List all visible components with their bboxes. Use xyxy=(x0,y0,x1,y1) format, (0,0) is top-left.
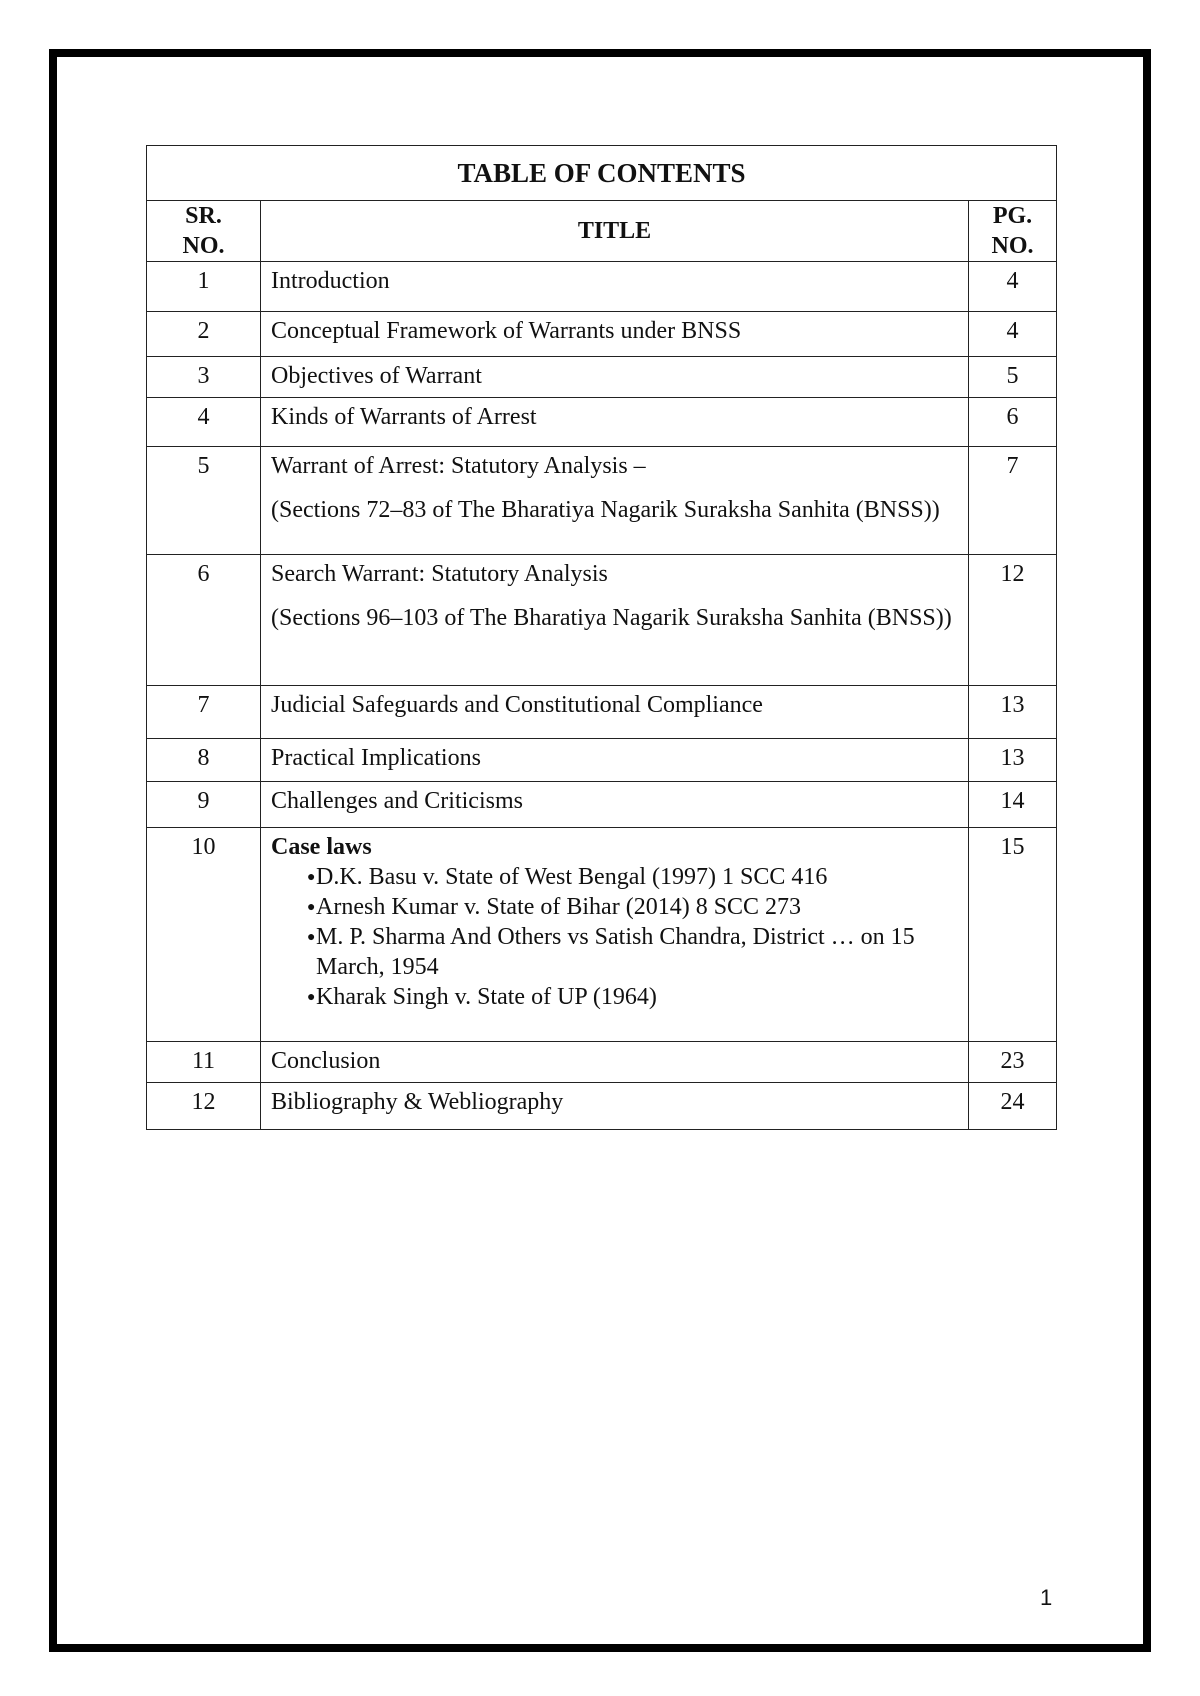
row-sr: 7 xyxy=(147,686,261,739)
col-header-pg-line2: NO. xyxy=(991,233,1034,259)
col-header-sr-no xyxy=(147,201,261,262)
row-page: 4 xyxy=(969,312,1057,357)
row-sr: 9 xyxy=(147,782,261,828)
row-title: Practical Implications xyxy=(261,739,969,782)
row-sr: 1 xyxy=(147,262,261,312)
case-law-list xyxy=(271,862,958,1012)
row-subtitle: (Sections 96–103 of The Bharatiya Nagarik Suraksha Sanhita (BNSS)) xyxy=(271,605,952,631)
list-item: ● M. P. Sharma And Others vs Satish Chandra, District … on 15 March, 1954 xyxy=(271,922,958,982)
row-title: Objectives of Warrant xyxy=(261,357,969,398)
row-page: 23 xyxy=(969,1042,1057,1083)
table-row xyxy=(147,1083,1057,1130)
row-sr: 12 xyxy=(147,1083,261,1130)
row-title: Kinds of Warrants of Arrest xyxy=(261,398,969,447)
table-row xyxy=(147,398,1057,447)
row-sr: 11 xyxy=(147,1042,261,1083)
row-title: Judicial Safeguards and Constitutional Compliance xyxy=(261,686,969,739)
row-sr: 4 xyxy=(147,398,261,447)
list-item: ● Kharak Singh v. State of UP (1964) xyxy=(271,982,958,1012)
list-item: ● D.K. Basu v. State of West Bengal (1997) 1 SCC 416 xyxy=(271,862,958,892)
row-title: Search Warrant: Statutory Analysis xyxy=(271,561,608,587)
row-page: 14 xyxy=(969,782,1057,828)
row-title: Conclusion xyxy=(261,1042,969,1083)
row-sr: 6 xyxy=(147,555,261,686)
row-page: 24 xyxy=(969,1083,1057,1130)
row-sr: 10 xyxy=(147,828,261,1042)
col-header-sr-line1: SR. xyxy=(185,203,222,229)
table-row xyxy=(147,555,1057,686)
page-number: 1 xyxy=(1040,1585,1053,1610)
row-page: 13 xyxy=(969,739,1057,782)
row-page: 7 xyxy=(969,447,1057,555)
row-sr: 3 xyxy=(147,357,261,398)
toc-heading: TABLE OF CONTENTS xyxy=(147,146,1057,201)
row-title: Introduction xyxy=(261,262,969,312)
col-header-title: TITLE xyxy=(261,201,969,262)
row-sr: 2 xyxy=(147,312,261,357)
row-title-cell xyxy=(261,447,969,555)
row-title-cell xyxy=(261,828,969,1042)
row-sr: 5 xyxy=(147,447,261,555)
row-sr: 8 xyxy=(147,739,261,782)
row-page: 4 xyxy=(969,262,1057,312)
row-title: Bibliography & Webliography xyxy=(261,1083,969,1130)
row-page: 15 xyxy=(969,828,1057,1042)
table-row xyxy=(147,447,1057,555)
row-title: Case laws xyxy=(271,834,372,860)
row-title-cell xyxy=(261,555,969,686)
table-row xyxy=(147,1042,1057,1083)
col-header-sr-line2: NO. xyxy=(182,233,225,259)
row-title: Conceptual Framework of Warrants under BNSS xyxy=(261,312,969,357)
row-page: 13 xyxy=(969,686,1057,739)
table-of-contents xyxy=(146,145,1057,1130)
list-item: ● Arnesh Kumar v. State of Bihar (2014) 8 SCC 273 xyxy=(271,892,958,922)
table-row xyxy=(147,686,1057,739)
row-title: Warrant of Arrest: Statutory Analysis – xyxy=(271,453,646,479)
row-page: 5 xyxy=(969,357,1057,398)
table-row xyxy=(147,357,1057,398)
table-row xyxy=(147,782,1057,828)
col-header-pg-no xyxy=(969,201,1057,262)
row-title: Challenges and Criticisms xyxy=(261,782,969,828)
row-page: 12 xyxy=(969,555,1057,686)
row-subtitle: (Sections 72–83 of The Bharatiya Nagarik Suraksha Sanhita (BNSS)) xyxy=(271,497,940,523)
col-header-pg-line1: PG. xyxy=(992,203,1033,229)
table-row xyxy=(147,312,1057,357)
table-row xyxy=(147,739,1057,782)
table-row xyxy=(147,262,1057,312)
row-page: 6 xyxy=(969,398,1057,447)
table-row xyxy=(147,828,1057,1042)
